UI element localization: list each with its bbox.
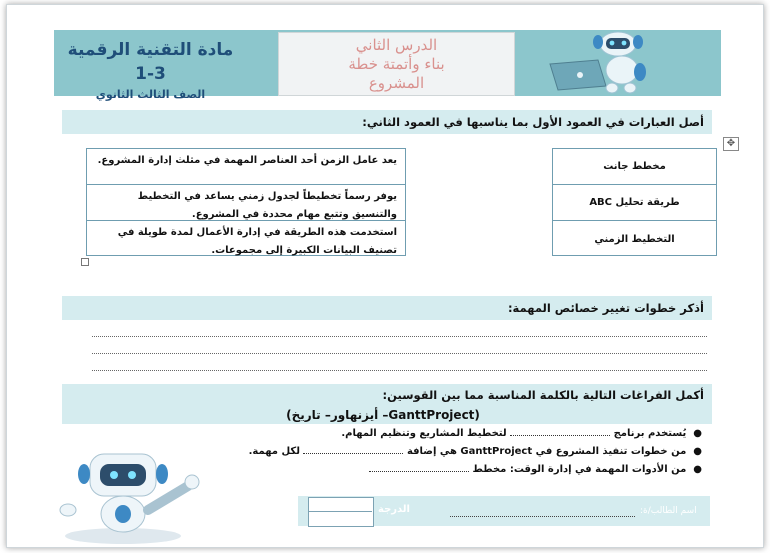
lesson-number: الدرس الثاني: [355, 36, 438, 54]
grade-label: الدرجة: [378, 504, 410, 515]
answer-line-2[interactable]: [92, 352, 707, 354]
match-right-item-3: التخطيط الزمني: [594, 233, 675, 245]
fill-blank-3[interactable]: [369, 471, 469, 472]
grade-box-divider: [308, 511, 372, 512]
student-name-label: اسم الطالب/ة:: [640, 506, 697, 516]
fill-sentence-1: ● يُستخدم برنامج لتخطيط المشاريع وتنظيم المهام.: [341, 428, 702, 439]
fill-blank-1[interactable]: [510, 435, 610, 436]
question3-prompt: أكمل الفراغات التالية بالكلمة المناسبة مما بين القوسين:: [382, 388, 704, 402]
bullet-icon: ●: [686, 446, 702, 457]
bullet-icon: ●: [686, 428, 702, 439]
answer-line-1[interactable]: [92, 335, 707, 337]
answer-line-3[interactable]: [92, 369, 707, 371]
grade-box[interactable]: [308, 497, 374, 527]
fill-sentence-3: ● من الأدوات المهمة في إدارة الوقت: مخطط: [369, 464, 702, 475]
subject-block: [58, 38, 243, 101]
question2-prompt: أذكر خطوات تغيير خصائص المهمة:: [507, 301, 704, 315]
question1-prompt: أصل العبارات في العمود الأول بما يناسبها في العمود الثاني:: [362, 115, 704, 129]
match-left-item-2: يوفر رسماً تخطيطاً لجدول زمني يساعد في التخطيط والتنسيق وتتبع مهام محددة في المشروع.: [86, 184, 406, 220]
question3-bar: [62, 384, 712, 424]
fill-sentence-2: ● من خطوات تنفيذ المشروع في GanttProject هي إضافة لكل مهمة.: [248, 446, 702, 457]
resize-handle-icon[interactable]: [81, 258, 89, 266]
match-right-item-2: طريقة تحليل ABC: [553, 185, 716, 221]
lesson-name-line1: بناء وأتمتة خطة: [348, 55, 445, 73]
grade-level: الصف الثالث الثانوي: [95, 88, 206, 101]
question3-choices: (GanttProject– أيزنهاور– تاريخ): [286, 408, 480, 422]
student-name-field[interactable]: [450, 516, 635, 517]
match-left-item-3: استخدمت هذه الطريقة في إدارة الأعمال لمدة طويلة في تصنيف البيانات الكبيرة إلى مجموعات.: [86, 220, 406, 256]
fill-blank-2[interactable]: [303, 453, 403, 454]
match-left-item-1: يعد عامل الزمن أحد العناصر المهمة في مثلث إدارة المشروع.: [86, 148, 406, 184]
robot-laptop-illustration: [540, 30, 718, 96]
subject-title: مادة التقنية الرقمية 3-1: [67, 40, 234, 84]
question2-bar: [62, 296, 712, 320]
question1-bar: [62, 110, 712, 134]
robot-waving-illustration: [28, 440, 218, 548]
move-handle-icon[interactable]: ✥: [723, 137, 739, 151]
bullet-icon: ●: [686, 464, 702, 475]
match-right-item-1: مخطط جانت: [553, 149, 716, 185]
match-right-column: [552, 148, 717, 256]
lesson-name-line2: المشروع: [368, 74, 425, 92]
lesson-title-box: [278, 32, 515, 96]
